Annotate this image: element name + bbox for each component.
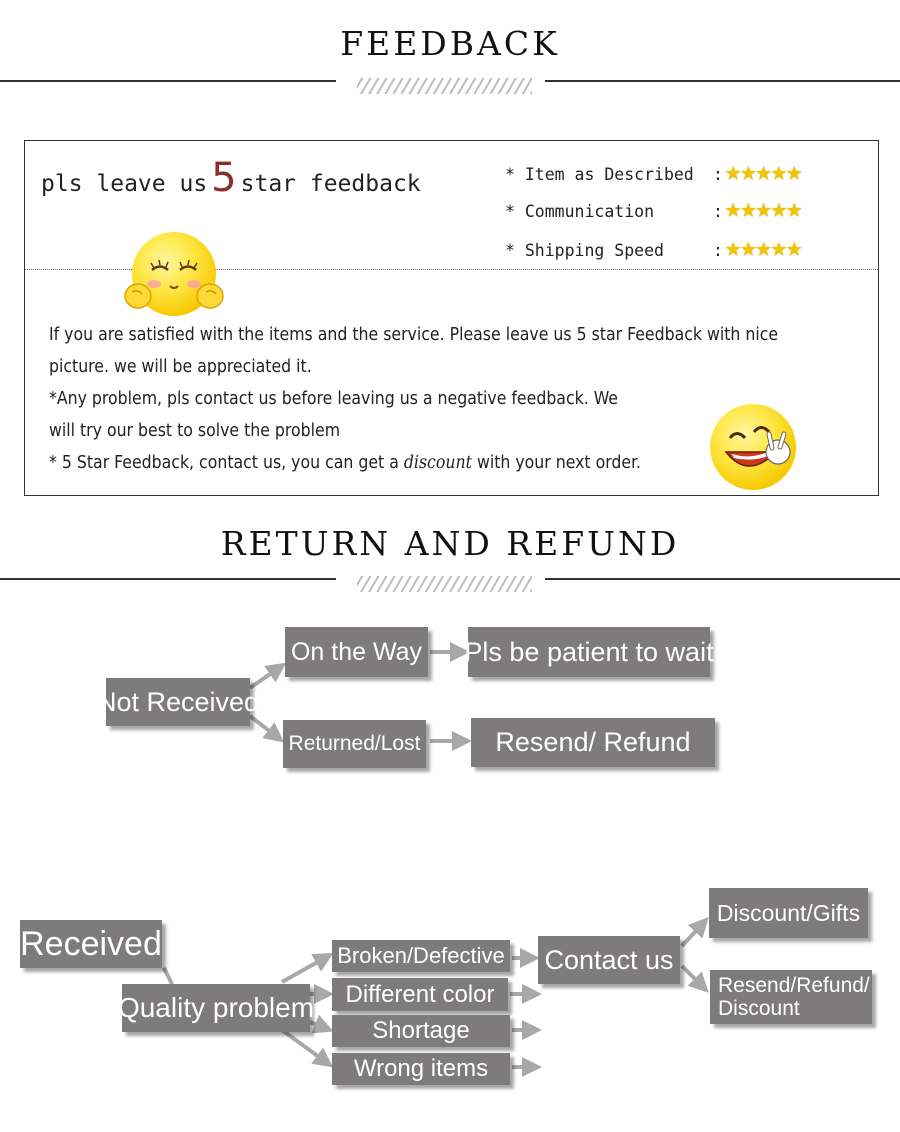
feedback-title: FEEDBACK: [340, 24, 560, 63]
wrong-items-box: Wrong items: [332, 1053, 510, 1085]
star-icon: ★: [786, 156, 802, 187]
star-icon: ★: [725, 156, 741, 187]
star-icon: ★: [770, 232, 787, 263]
resend-refund-discount-box: [710, 970, 872, 1024]
feedback-line: *Any problem, pls contact us before leaving us a negative feedback. We: [49, 389, 618, 409]
broken-defective-box: Broken/Defective: [332, 940, 510, 972]
quality-problem-box: Quality problem: [122, 984, 310, 1032]
headline-number: 5: [211, 155, 237, 201]
discount-word: discount: [403, 453, 472, 473]
star-icon: ★: [755, 156, 771, 187]
star-icon: ★: [740, 193, 756, 224]
feedback-line: picture. we will be appreciated it.: [49, 357, 312, 377]
on-the-way-box: On the Way: [285, 627, 428, 677]
refund-title: RETURN AND REFUND: [220, 524, 680, 563]
star-icon: ★: [786, 232, 802, 263]
star-icon: ★: [770, 193, 787, 224]
resend-refund-box: Resend/ Refund: [471, 718, 715, 767]
feedback-line: will try our best to solve the problem: [49, 421, 341, 441]
star-icon: ★: [755, 232, 771, 263]
not-received-box: Not Received: [106, 678, 250, 726]
rating-label: * Communication: [505, 202, 655, 221]
pls-wait-box: Pls be patient to wait: [468, 627, 710, 677]
rating-label: * Item as Described: [505, 165, 694, 184]
star-icon: ★: [755, 193, 771, 224]
star-icon: ★: [725, 232, 741, 263]
rating-colon: :: [713, 241, 723, 260]
resend-refund-discount-line1: Resend/Refund/: [718, 974, 870, 997]
star-icon: ★: [740, 232, 756, 263]
star-icon: ★: [740, 156, 756, 187]
headline-before: pls leave us: [41, 171, 208, 197]
rating-colon: :: [713, 202, 723, 221]
rating-label: * Shipping Speed: [505, 241, 664, 260]
shortage-box: Shortage: [332, 1015, 510, 1047]
feedback-line: If you are satisfied with the items and the service. Please leave us 5 star Feedback with nice: [49, 325, 779, 345]
different-color-box: Different color: [332, 978, 508, 1011]
rating-colon: :: [713, 165, 723, 184]
star-icon: ★: [725, 193, 741, 224]
star-icon: ★: [786, 193, 802, 224]
contact-us-box: Contact us: [538, 936, 680, 984]
returned-lost-box: Returned/Lost: [283, 720, 426, 768]
feedback-line: * 5 Star Feedback, contact us, you can get a discount with your next order.: [49, 453, 641, 473]
discount-gifts-box: Discount/Gifts: [709, 888, 868, 938]
headline-after: star feedback: [240, 171, 421, 197]
resend-refund-discount-line2: Discount: [718, 997, 800, 1020]
star-icon: ★: [770, 156, 787, 187]
received-box: Received: [20, 920, 162, 968]
